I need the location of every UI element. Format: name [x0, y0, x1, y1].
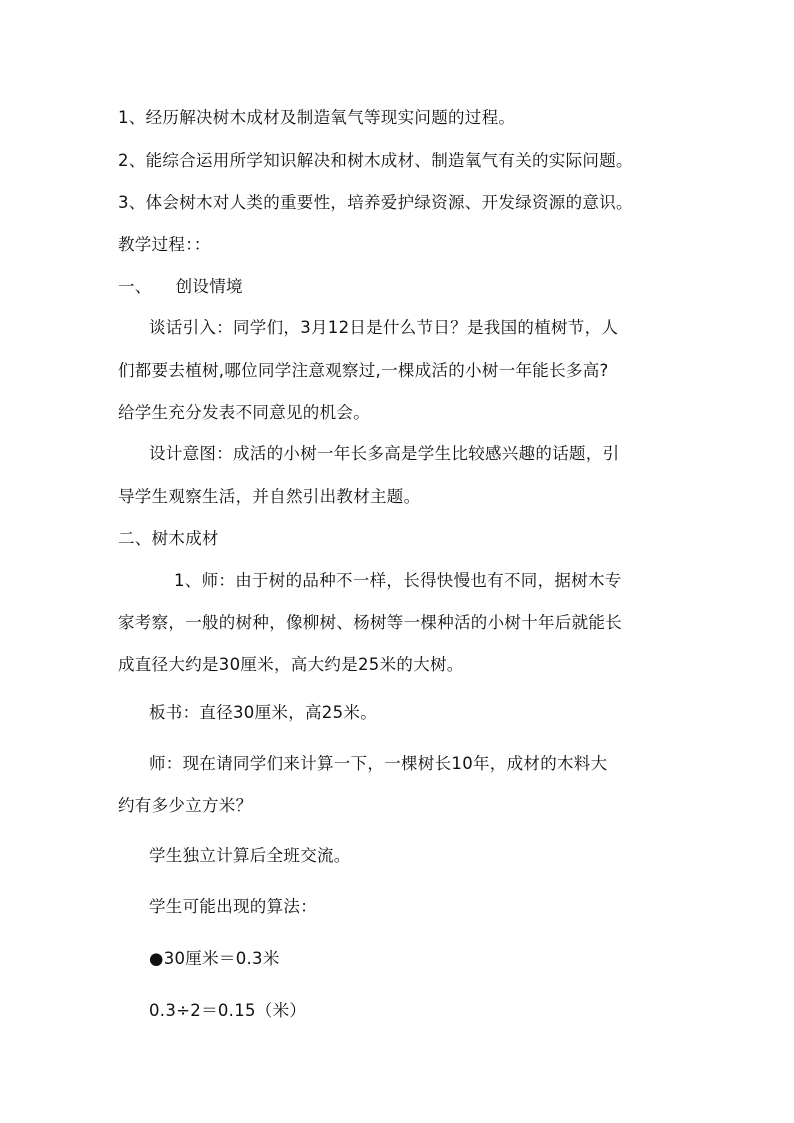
section-1-heading: [118, 276, 243, 298]
intro-paragraph-line-1: 谈话引入：同学们，3月12日是什么节日？是我国的植树节，人: [149, 318, 619, 337]
design-intent-line-1: 设计意图：成活的小树一年长多高是学生比较感兴趣的话题，引: [149, 444, 620, 463]
goal-item-2: 2、能综合运用所学知识解决和树木成材、制造氧气有关的实际问题。: [118, 151, 633, 170]
teacher-question-line-2: 约有多少立方米？: [118, 796, 253, 815]
student-exchange-text: 学生独立计算后全班交流。: [149, 846, 351, 865]
goal-item-3: 3、体会树木对人类的重要性，培养爱护绿资源、开发绿资源的意识。: [118, 193, 633, 212]
calculation-step-2: 0.3÷2＝0.15（米）: [149, 1001, 307, 1020]
goal-item-1: 1、经历解决树木成材及制造氧气等现实问题的过程。: [118, 108, 516, 127]
calculation-step-1: ●30厘米＝0.3米: [149, 949, 280, 968]
section-2-heading: 二、树木成材: [118, 529, 219, 548]
teacher-question-line-1: 师：现在请同学们来计算一下，一棵树长10年，成材的木料大: [149, 754, 608, 773]
section-1-number: 一、: [118, 277, 152, 296]
design-intent-line-2: 导学生观察生活，并自然引出教材主题。: [118, 487, 421, 506]
board-writing: 板书：直径30厘米，高25米。: [149, 703, 377, 722]
teacher-statement-line-1: 1、师：由于树的品种不一样，长得快慢也有不同，据树木专: [174, 571, 622, 590]
teaching-process-heading: 教学过程：：: [118, 235, 211, 254]
intro-paragraph-line-2: 们都要去植树,哪位同学注意观察过,一棵成活的小树一年能长多高?: [118, 361, 609, 380]
possible-methods-text: 学生可能出现的算法：: [149, 897, 317, 916]
intro-paragraph-line-3: 给学生充分发表不同意见的机会。: [118, 403, 370, 422]
teacher-statement-line-2: 家考察，一般的树种，像柳树、杨树等一棵种活的小树十年后就能长: [118, 613, 622, 632]
teacher-statement-line-3: 成直径大约是30厘米，高大约是25米的大树。: [118, 655, 464, 674]
section-1-title: 创设情境: [175, 277, 243, 296]
